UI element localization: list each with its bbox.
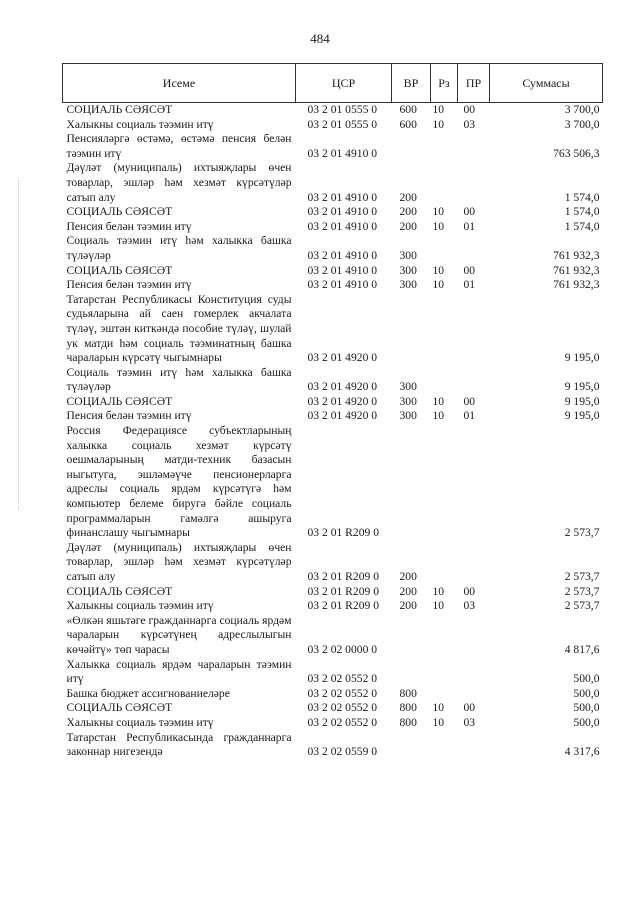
cell-csr: 03 2 01 R209 0: [307, 599, 379, 613]
cell-csr: 03 2 02 0552 0: [307, 715, 378, 729]
cell-sum: 9 195,0: [564, 380, 600, 394]
cell-rz: [431, 687, 458, 702]
cell-csr: 03 2 01 4920 0: [307, 380, 378, 394]
cell-rz: [431, 132, 458, 161]
cell-name: Социаль тәэмин итү һәм халыкка башка түләүләр: [66, 365, 292, 394]
cell-sum: 4 317,6: [564, 745, 600, 759]
cell-sum: 3 700,0: [564, 117, 600, 131]
cell-vr: 200: [399, 570, 417, 583]
cell-sum: 763 506,3: [553, 146, 600, 160]
cell-name: Башка бюджет ассигнованиеләре: [66, 686, 230, 700]
table-row: [63, 278, 603, 293]
cell-name: Халыкны социаль тәэмин итү: [66, 599, 214, 613]
cell-vr: 800: [399, 715, 417, 729]
cell-csr: 03 2 02 0552 0: [307, 686, 378, 700]
page-number: 484: [310, 31, 330, 46]
cell-rz: [431, 731, 458, 760]
cell-pr: 00: [463, 394, 476, 408]
header-rz: Рз: [431, 64, 458, 103]
cell-rz: [431, 293, 458, 366]
cell-csr: 03 2 02 0559 0: [307, 745, 378, 759]
table-row: [63, 366, 603, 395]
cell-name: Дәүләт (муниципаль) ихтыяҗлары өчен товарлар, эшләр һәм хезмәт күрсәтүләр сатып алу: [66, 540, 292, 583]
cell-sum: 9 195,0: [564, 351, 600, 365]
cell-rz: 10: [432, 599, 445, 613]
cell-rz: [431, 658, 458, 687]
cell-rz: 10: [432, 103, 445, 116]
cell-pr: [458, 687, 490, 702]
cell-csr: 03 2 01 4910 0: [307, 205, 378, 219]
cell-sum: 2 573,7: [564, 570, 600, 583]
cell-name: СОЦИАЛЬ СӘЯСӘТ: [66, 103, 173, 116]
cell-csr: 03 2 02 0000 0: [307, 642, 378, 656]
cell-vr: [392, 293, 431, 366]
table-row: [63, 264, 603, 279]
cell-name: Татарстан Республикасында гражданнарга законнар нигезендә: [66, 730, 292, 759]
cell-csr: 03 2 01 4920 0: [307, 351, 378, 365]
cell-name: СОЦИАЛЬ СӘЯСӘТ: [66, 205, 173, 219]
cell-sum: 3 700,0: [564, 103, 600, 116]
table-row: [63, 424, 603, 541]
cell-name: СОЦИАЛЬ СӘЯСӘТ: [66, 701, 173, 715]
cell-rz: 10: [432, 117, 445, 131]
cell-csr: 03 2 01 4910 0: [307, 263, 378, 277]
cell-pr: [458, 541, 490, 585]
cell-csr: 03 2 01 4910 0: [307, 248, 378, 262]
cell-sum: 761 932,3: [553, 248, 600, 262]
cell-pr: [458, 731, 490, 760]
cell-rz: [431, 366, 458, 395]
cell-vr: [392, 132, 431, 161]
header-vr: ВР: [392, 64, 431, 103]
table-row: [63, 687, 603, 702]
cell-pr: [458, 161, 490, 205]
cell-sum: 761 932,3: [553, 278, 600, 292]
cell-sum: 9 195,0: [564, 394, 600, 408]
cell-sum: 500,0: [573, 701, 600, 715]
table-row: [63, 118, 603, 133]
cell-pr: [458, 132, 490, 161]
cell-rz: 10: [432, 205, 445, 219]
cell-csr: 03 2 01 4920 0: [307, 394, 378, 408]
margin-dotted-line: [18, 180, 21, 510]
cell-csr: 03 2 02 0552 0: [307, 672, 378, 686]
cell-vr: 300: [399, 409, 417, 423]
cell-sum: 2 573,7: [564, 526, 600, 540]
cell-rz: [431, 424, 458, 541]
table-row: [63, 103, 603, 118]
cell-pr: 00: [463, 701, 476, 715]
table-row: [63, 220, 603, 235]
cell-pr: [458, 614, 490, 658]
cell-csr: 03 2 01 4910 0: [307, 190, 378, 204]
cell-vr: 200: [399, 584, 417, 598]
table-row: [63, 701, 603, 716]
cell-vr: 300: [399, 263, 417, 277]
cell-vr: 200: [399, 219, 417, 233]
cell-pr: [458, 658, 490, 687]
cell-pr: 03: [463, 715, 476, 729]
cell-csr: 03 2 01 4910 0: [307, 278, 378, 292]
cell-csr: 03 2 01 R209 0: [307, 584, 379, 598]
cell-csr: 03 2 01 R209 0: [307, 570, 379, 583]
cell-sum: 500,0: [573, 686, 600, 700]
cell-pr: 00: [463, 205, 476, 219]
table-row: [63, 234, 603, 263]
cell-name: Пенсия белән тәэмин итү: [66, 409, 192, 423]
cell-pr: 03: [463, 599, 476, 613]
cell-pr: 00: [463, 584, 476, 598]
cell-rz: 10: [432, 263, 445, 277]
table-body: [63, 103, 603, 760]
cell-sum: 4 817,6: [564, 642, 600, 656]
cell-pr: [458, 293, 490, 366]
cell-name: Халыкка социаль ярдәм чараларын тәэмин итү: [66, 657, 292, 686]
cell-csr: 03 2 01 4910 0: [307, 219, 378, 233]
cell-sum: 761 932,3: [553, 263, 600, 277]
table-row: [63, 658, 603, 687]
header-row: [63, 64, 603, 103]
cell-vr: 600: [399, 117, 417, 131]
cell-vr: 200: [399, 190, 417, 204]
cell-rz: [431, 234, 458, 263]
cell-name: «Өлкән яшьтәге гражданнарга социаль ярдәм чараларын күрсәтүнең адреслылыгын көчәйтү» төп чарасы: [66, 613, 292, 656]
cell-name: Халыкны социаль тәэмин итү: [66, 117, 214, 131]
cell-pr: 00: [463, 263, 476, 277]
cell-vr: 300: [399, 380, 417, 394]
cell-vr: 800: [399, 701, 417, 715]
cell-name: СОЦИАЛЬ СӘЯСӘТ: [66, 584, 173, 598]
cell-rz: 10: [432, 394, 445, 408]
cell-vr: 300: [399, 278, 417, 292]
cell-sum: 500,0: [573, 715, 600, 729]
table-row: [63, 293, 603, 366]
table-row: [63, 585, 603, 600]
cell-pr: [458, 234, 490, 263]
cell-name: Россия Федерациясе субъектларының халыкка социаль хезмәт күрсәтү оешмаларының матди-техник базасын ныгытуга, эшләмәүче пенсионерларга адреслы социаль ярдәм күрсәтүгә һәм компьютер белеме биругә бәйле социаль программаларын гамәлгә ашыруга финанслашу чыгымнары: [66, 424, 292, 540]
cell-vr: 800: [399, 686, 417, 700]
cell-csr: 03 2 01 R209 0: [307, 526, 379, 540]
header-sum: Суммасы: [490, 64, 603, 103]
cell-csr: 03 2 01 0555 0: [307, 117, 378, 131]
cell-rz: [431, 161, 458, 205]
cell-pr: 01: [463, 278, 476, 292]
cell-sum: 1 574,0: [564, 205, 600, 219]
cell-pr: 03: [463, 117, 476, 131]
cell-vr: [392, 731, 431, 760]
cell-sum: 500,0: [573, 672, 600, 686]
cell-name: СОЦИАЛЬ СӘЯСӘТ: [66, 394, 173, 408]
cell-rz: 10: [432, 701, 445, 715]
cell-rz: [431, 614, 458, 658]
cell-name: Пенсияләргә өстәмә, өстәмә пенсия белән тәэмин итү: [66, 132, 292, 160]
cell-sum: 1 574,0: [564, 190, 600, 204]
cell-vr: [392, 424, 431, 541]
cell-rz: 10: [432, 219, 445, 233]
table-row: [63, 395, 603, 410]
cell-vr: 200: [399, 599, 417, 613]
cell-pr: 01: [463, 219, 476, 233]
cell-csr: 03 2 02 0552 0: [307, 701, 378, 715]
table-row: [63, 541, 603, 585]
cell-pr: [458, 424, 490, 541]
cell-vr: 300: [399, 248, 417, 262]
table-row: [63, 599, 603, 614]
cell-rz: 10: [432, 409, 445, 423]
cell-rz: 10: [432, 715, 445, 729]
table-row: [63, 409, 603, 424]
cell-csr: 03 2 01 0555 0: [307, 103, 378, 116]
cell-name: Социаль тәэмин итү һәм халыкка башка түләүләр: [66, 234, 292, 262]
cell-pr: [458, 366, 490, 395]
cell-sum: 2 573,7: [564, 599, 600, 613]
cell-vr: [392, 614, 431, 658]
cell-csr: 03 2 01 4920 0: [307, 409, 378, 423]
table-row: [63, 716, 603, 731]
table-row: [63, 161, 603, 205]
cell-csr: 03 2 01 4910 0: [307, 146, 378, 160]
header-name: Исеме: [63, 64, 296, 103]
cell-sum: 1 574,0: [564, 219, 600, 233]
cell-rz: 10: [432, 584, 445, 598]
table-header: [63, 64, 603, 103]
cell-rz: 10: [432, 278, 445, 292]
cell-sum: 9 195,0: [564, 409, 600, 423]
cell-name: Пенсия белән тәэмин итү: [66, 278, 192, 292]
table-row: [63, 205, 603, 220]
cell-vr: [392, 658, 431, 687]
budget-table: [62, 63, 603, 760]
table-row: [63, 132, 603, 161]
table-row: [63, 614, 603, 658]
header-pr: ПР: [458, 64, 490, 103]
cell-name: Пенсия белән тәэмин итү: [66, 219, 192, 233]
cell-rz: [431, 541, 458, 585]
cell-pr: 00: [463, 103, 476, 116]
cell-vr: 300: [399, 394, 417, 408]
cell-name: Дәүләт (муниципаль) ихтыяҗлары өчен товарлар, эшләр һәм хезмәт күрсәтүләр сатып алу: [66, 161, 292, 204]
cell-sum: 2 573,7: [564, 584, 600, 598]
table-row: [63, 731, 603, 760]
header-csr: ЦСР: [296, 64, 392, 103]
cell-pr: 01: [463, 409, 476, 423]
cell-name: Татарстан Республикасы Конституция суды судьяларына ай саен гомерлек акчалата түләү, эштән киткәндә пособие түләү, шулай ук матди һәм социаль тәэминатның башка чараларын күрсәтү чыгымнары: [66, 292, 292, 365]
cell-name: Халыкны социаль тәэмин итү: [66, 715, 214, 729]
cell-name: СОЦИАЛЬ СӘЯСӘТ: [66, 263, 173, 277]
cell-vr: 200: [399, 205, 417, 219]
cell-vr: 600: [399, 103, 417, 116]
